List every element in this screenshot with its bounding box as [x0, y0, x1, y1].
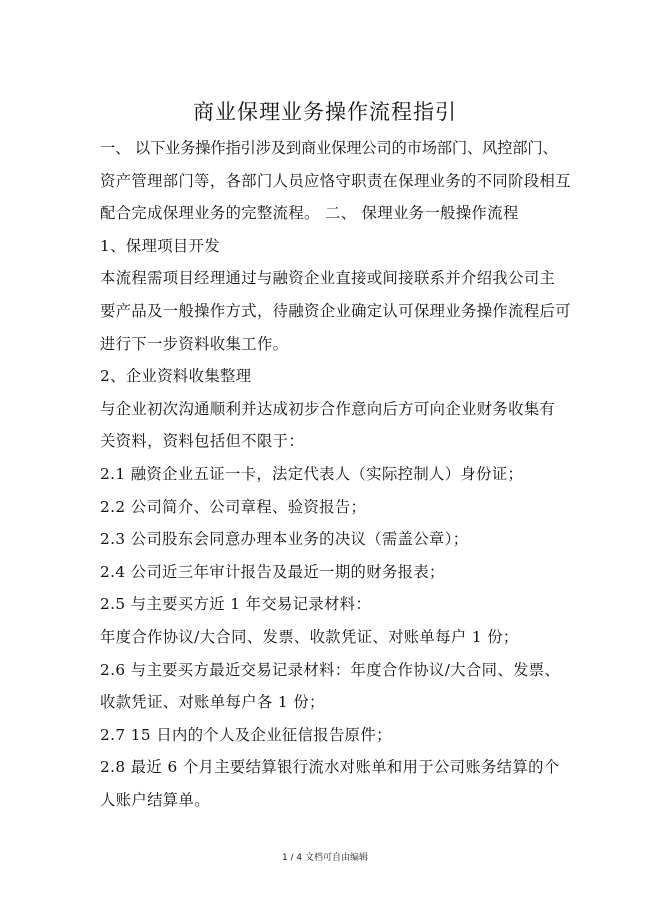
list-item: 2.1 融资企业五证一卡，法定代表人（实际控制人）身份证；	[100, 464, 524, 483]
section-heading: 1、保理项目开发	[100, 236, 221, 255]
document-body	[100, 132, 571, 816]
list-item: 2.4 公司近三年审计报告及最近一期的财务报表；	[100, 562, 445, 581]
list-item: 2.6 与主要买方最近交易记录材料：年度合作协议/大合同、发票、	[100, 660, 561, 679]
list-item: 人账户结算单。	[100, 790, 210, 809]
list-item: 2.3 公司股东会同意办理本业务的决议（需盖公章）；	[100, 530, 469, 549]
paragraph-line: 要产品及一般操作方式，待融资企业确定认可保理业务操作流程后可	[100, 301, 571, 320]
section-heading: 2、企业资料收集整理	[100, 367, 252, 386]
list-item: 2.2 公司简介、公司章程、验资报告；	[100, 497, 367, 516]
document-title: 商业保理业务操作流程指引	[193, 100, 457, 124]
list-item: 2.7 15 日内的个人及企业征信报告原件；	[100, 725, 392, 744]
paragraph-line: 关资料，资料包括但不限于：	[100, 432, 305, 451]
paragraph-line: 资产管理部门等，各部门人员应恪守职责在保理业务的不同阶段相互	[100, 171, 571, 190]
list-item: 2.5 与主要买方近 1 年交易记录材料：	[100, 595, 372, 614]
paragraph-line: 本流程需项目经理通过与融资企业直接或间接联系并介绍我公司主	[100, 269, 556, 288]
paragraph-line: 配合完成保理业务的完整流程。 二、 保理业务一般操作流程	[100, 204, 519, 223]
list-item: 收款凭证、对账单每户各 1 份；	[100, 693, 325, 712]
paragraph-line: 与企业初次沟通顺利并达成初步合作意向后方可向企业财务收集有	[100, 399, 556, 418]
paragraph-line: 一、 以下业务操作指引涉及到商业保理公司的市场部门、风控部门、	[100, 139, 558, 157]
paragraph-line: 进行下一步资料收集工作。	[100, 334, 289, 353]
page-footer: 1 / 4 文档可自由编辑	[281, 853, 369, 863]
list-item: 2.8 最近 6 个月主要结算银行流水对账单和用于公司账务结算的个	[100, 758, 560, 777]
list-item: 年度合作协议/大合同、发票、收款凭证、对账单每户 1 份；	[100, 627, 519, 646]
